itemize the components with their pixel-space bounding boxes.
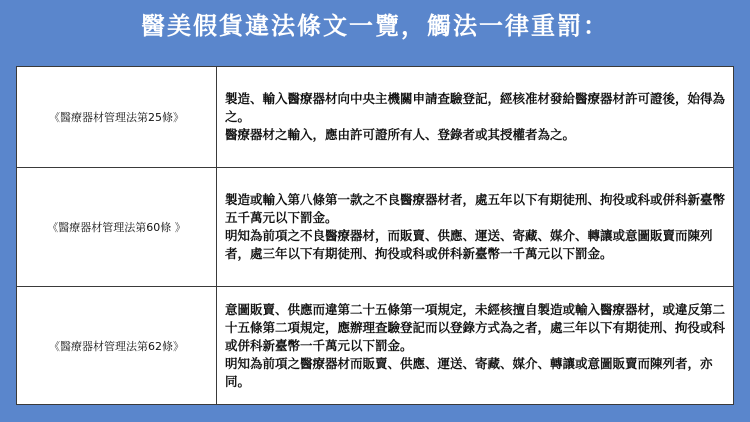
law-paragraph: 醫療器材之輸入，應由許可證所有人、登錄者或其授權者為之。 <box>225 127 576 142</box>
law-article-text <box>217 67 734 168</box>
law-paragraph: 製造或輸入第八條第一款之不良醫療器材者，處五年以下有期徒刑、拘役或科或併科新臺幣五千萬元以下罰金。 <box>225 192 726 225</box>
law-article-name: 《醫療器材管理法第62條》 <box>17 287 217 405</box>
table-row <box>17 67 734 168</box>
law-paragraph: 製造、輸入醫療器材向中央主機關申請查驗登記，經核准材發給醫療器材許可證後，始得為之。 <box>225 91 726 124</box>
law-article-text <box>217 287 734 405</box>
law-article-name: 《醫療器材管理法第60條 》 <box>17 168 217 287</box>
page-title: 醫美假貨違法條文一覽，觸法一律重罰： <box>141 12 609 40</box>
law-paragraph: 明知為前項之不良醫療器材，而販賣、供應、運送、寄藏、媒介、轉讓或意圖販賣而陳列者，處三年以下有期徒刑、拘役或科或併科新臺幣一千萬元以下罰金。 <box>225 228 713 261</box>
table-row <box>17 287 734 405</box>
law-paragraph: 意圖販賣、供應而違第二十五條第一項規定，未經核擅自製造或輸入醫療器材，或違反第二十五條第二項規定，應辦理查驗登記而以登錄方式為之者，處三年以下有期徒刑、拘役或科或併科新臺幣一千萬元以下罰金。 <box>225 301 726 353</box>
law-table <box>16 66 734 405</box>
law-article-text <box>217 168 734 287</box>
law-article-name: 《醫療器材管理法第25條》 <box>17 67 217 168</box>
table-row <box>17 168 734 287</box>
law-paragraph: 明知為前項之醫療器材而販賣、供應、運送、寄藏、媒介、轉讓或意圖販賣而陳列者，亦同。 <box>225 355 713 389</box>
